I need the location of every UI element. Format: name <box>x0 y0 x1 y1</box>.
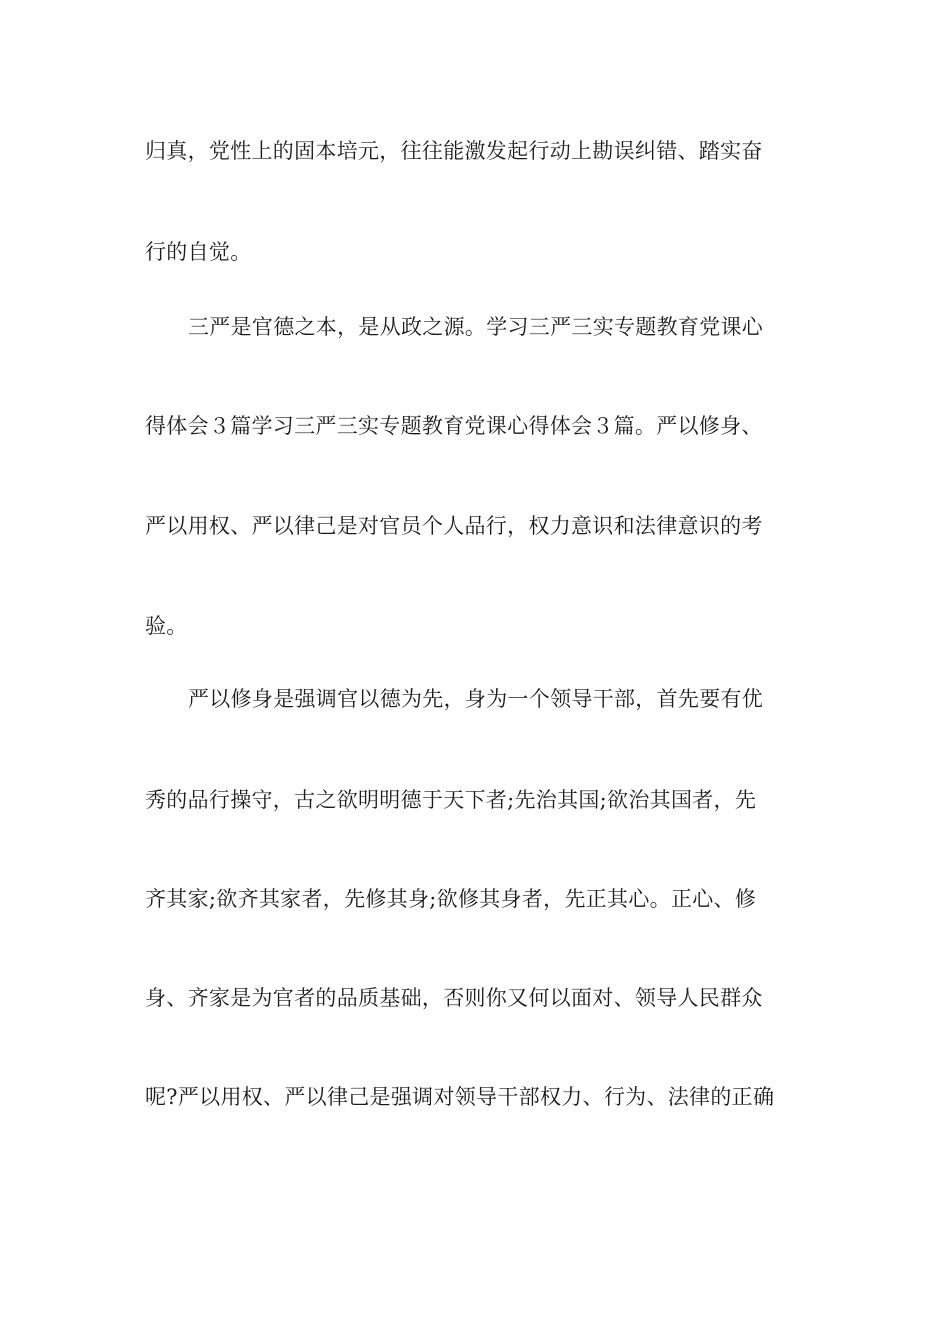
text-line-7: 严以修身是强调官以德为先，身为一个领导干部，首先要有优 <box>188 687 764 711</box>
text-line-5: 严以用权、严以律己是对官员个人品行，权力意识和法律意识的考 <box>145 514 763 538</box>
text-line-10: 身、齐家是为官者的品质基础，否则你又何以面对、领导人民群众 <box>145 986 763 1010</box>
text-line-2: 行的自觉。 <box>145 240 252 264</box>
text-line-9: 齐其家;欲齐其家者，先修其身;欲修其身者，先正其心。正心、修 <box>145 887 757 911</box>
text-line-8: 秀的品行操守，古之欲明明德于天下者;先治其国;欲治其国者，先 <box>145 788 757 812</box>
text-line-3: 三严是官德之本，是从政之源。学习三严三实专题教育党课心 <box>188 315 764 339</box>
text-line-11: 呢?严以用权、严以律己是强调对领导干部权力、行为、法律的正确 <box>145 1085 775 1109</box>
text-line-6: 验。 <box>145 614 188 638</box>
text-line-4: 得体会３篇学习三严三实专题教育党课心得体会３篇。严以修身、 <box>145 414 763 438</box>
text-line-1: 归真，党性上的固本培元，往往能激发起行动上勘误纠错、踏实奋 <box>145 139 763 163</box>
